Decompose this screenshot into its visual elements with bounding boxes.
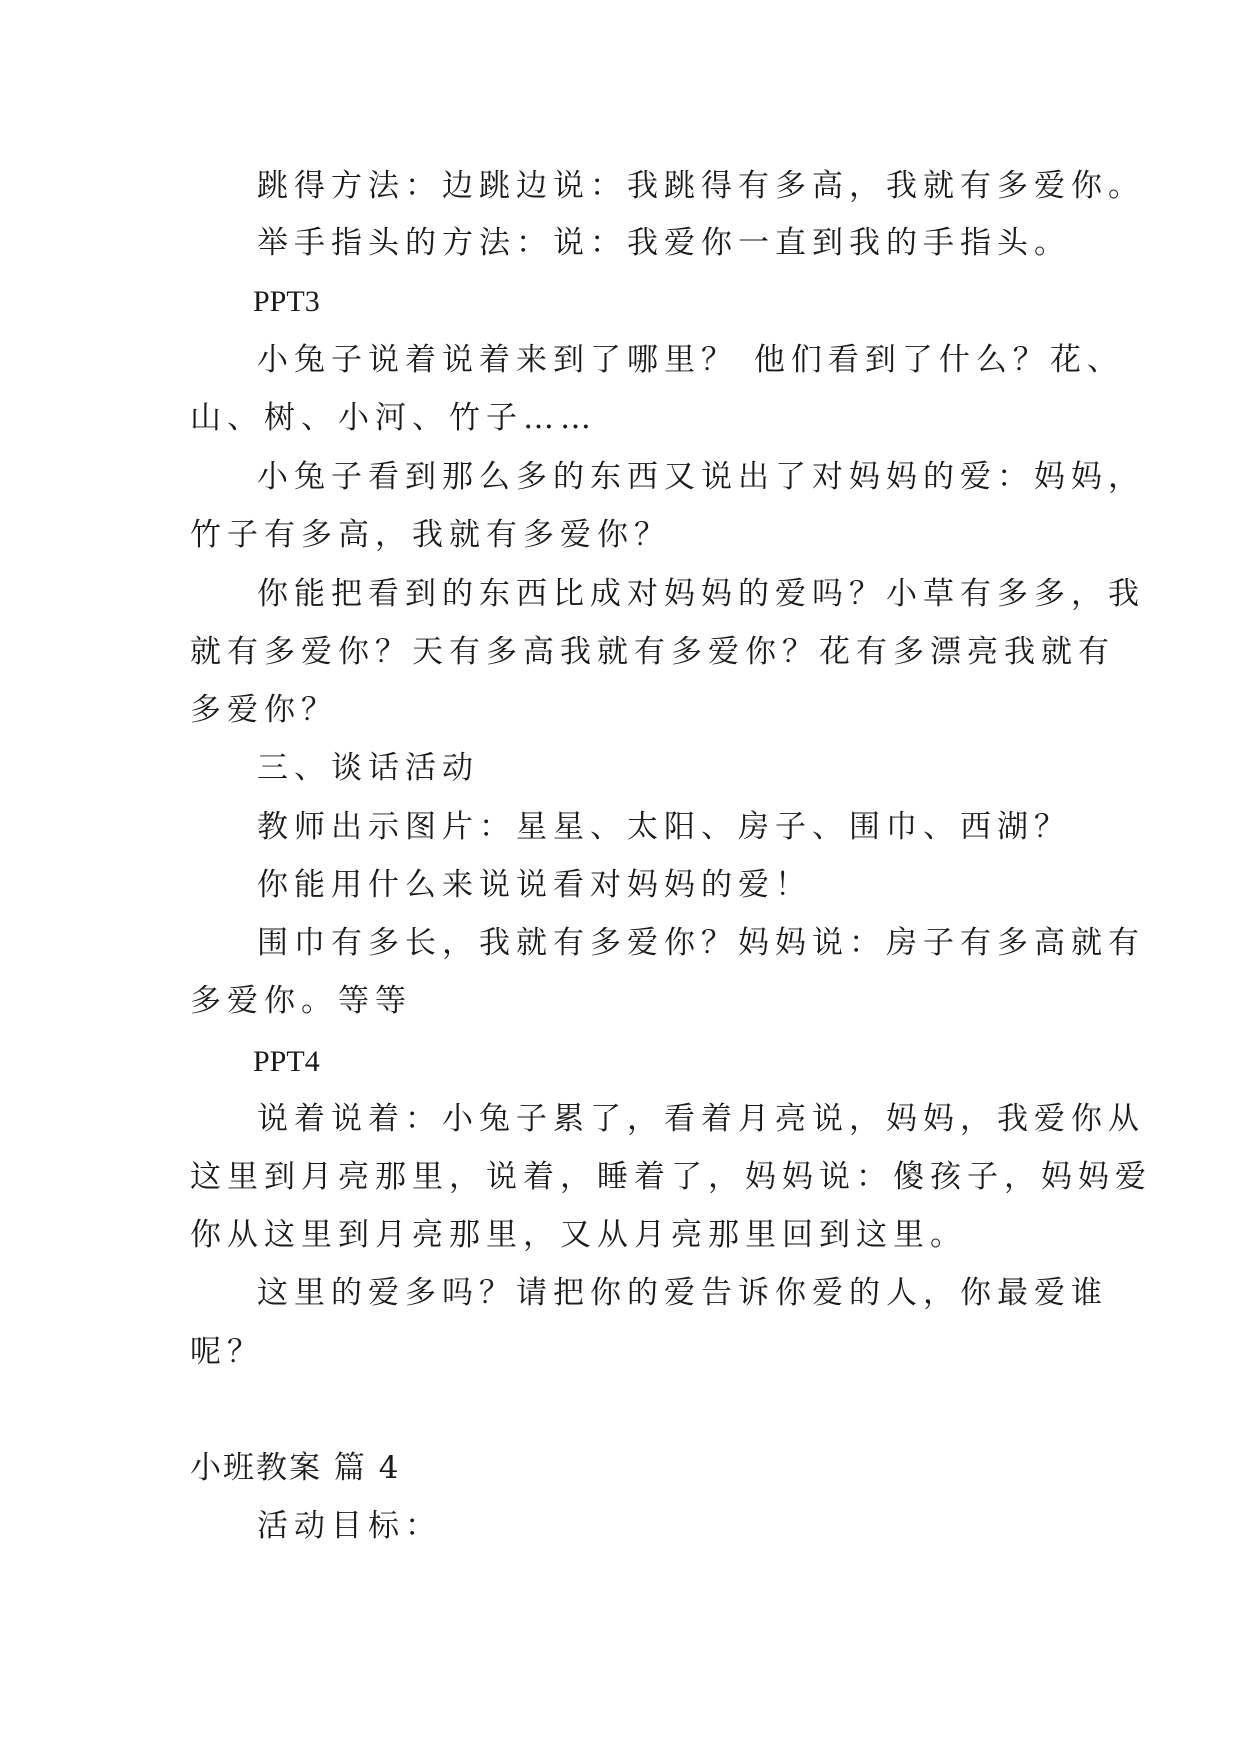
paragraph-closing-line2: 呢？ — [190, 1334, 264, 1370]
paragraph-compare-line2: 就有多爱你？天有多高我就有多爱你？花有多漂亮我就有 — [190, 634, 1115, 670]
paragraph-rabbit-love-line2: 竹子有多高，我就有多爱你？ — [190, 517, 671, 553]
paragraph-scarf-line2: 多爱你。等等 — [190, 983, 412, 1019]
paragraph-finger-method: 举手指头的方法：说：我爱你一直到我的手指头。 — [257, 225, 1071, 261]
paragraph-teacher-pictures: 教师出示图片：星星、太阳、房子、围巾、西湖？ — [257, 809, 1071, 845]
slide-label-ppt3: PPT3 — [253, 285, 320, 318]
paragraph-where-line1: 小兔子说着说着来到了哪里？ 他们看到了什么？花、 — [257, 342, 1124, 378]
paragraph-scarf-line1: 围巾有多长，我就有多爱你？妈妈说：房子有多高就有 — [257, 925, 1145, 961]
paragraph-rabbit-love-line1: 小兔子看到那么多的东西又说出了对妈妈的爱：妈妈， — [257, 459, 1145, 495]
paragraph-moon-line1: 说着说着：小兔子累了，看着月亮说，妈妈，我爱你从 — [257, 1101, 1145, 1137]
paragraph-moon-line3: 你从这里到月亮那里，又从月亮那里回到这里。 — [190, 1217, 967, 1253]
activity-goals-heading: 活动目标： — [257, 1508, 442, 1544]
paragraph-moon-line2: 这里到月亮那里，说着，睡着了，妈妈说：傻孩子，妈妈爱 — [190, 1159, 1152, 1195]
paragraph-jump-method: 跳得方法：边跳边说：我跳得有多高，我就有多爱你。 — [257, 168, 1145, 204]
slide-label-ppt4: PPT4 — [253, 1045, 320, 1078]
paragraph-compare-line3: 多爱你？ — [190, 692, 338, 728]
section-heading-talk-activity: 三、谈话活动 — [257, 750, 479, 786]
paragraph-what-to-say: 你能用什么来说说看对妈妈的爱！ — [257, 867, 812, 903]
paragraph-where-line2: 山、树、小河、竹子…… — [190, 400, 597, 436]
paragraph-compare-line1: 你能把看到的东西比成对妈妈的爱吗？小草有多多，我 — [257, 576, 1145, 612]
paragraph-closing-line1: 这里的爱多吗？请把你的爱告诉你爱的人，你最爱谁 — [257, 1275, 1108, 1311]
lesson-plan-title: 小班教案 篇 4 — [190, 1450, 401, 1486]
